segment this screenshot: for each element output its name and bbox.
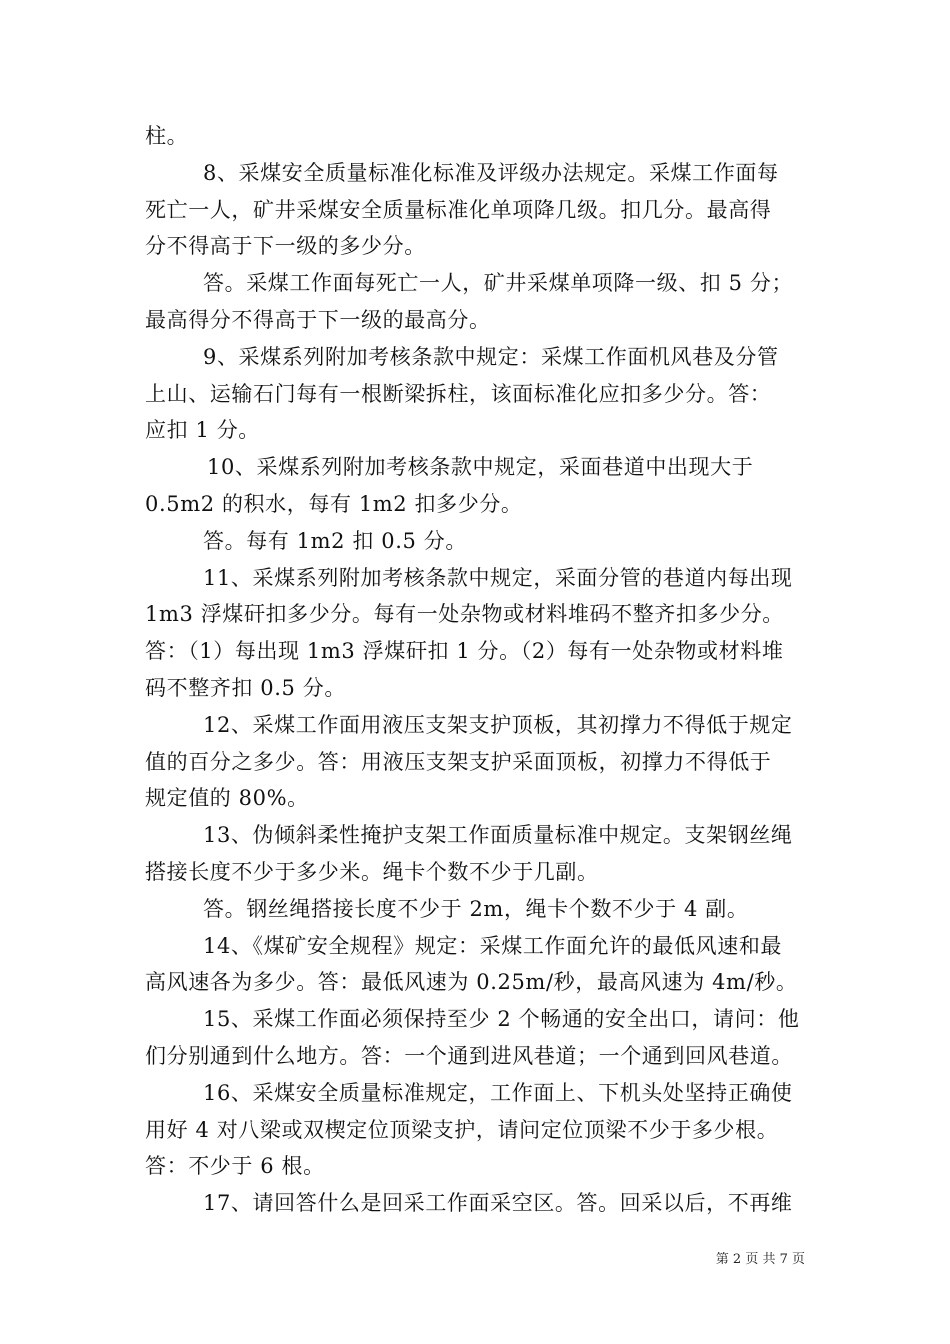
- text-line: 们分别通到什么地方。答：一个通到进风巷道；一个通到回风巷道。: [145, 1043, 793, 1068]
- text-line: 8、采煤安全质量标准化标准及评级办法规定。采煤工作面每: [203, 160, 779, 185]
- text-line: 答。钢丝绳搭接长度不少于 2m，绳卡个数不少于 4 副。: [203, 896, 749, 921]
- text-line: 12、采煤工作面用液压支架支护顶板，其初撑力不得低于规定: [203, 712, 793, 737]
- text-line: 用好 4 对八梁或双楔定位顶梁支护，请问定位顶梁不少于多少根。: [145, 1117, 779, 1142]
- text-line: 13、伪倾斜柔性掩护支架工作面质量标准中规定。支架钢丝绳: [203, 823, 793, 848]
- page-number-footer: 第 2 页 共 7 页: [715, 1252, 805, 1267]
- text-line: 分不得高于下一级的多少分。: [145, 234, 426, 259]
- text-line: 搭接长度不少于多少米。绳卡个数不少于几副。: [145, 859, 599, 884]
- text-line: 0.5m2 的积水，每有 1m2 扣多少分。: [145, 491, 523, 516]
- text-line: 应扣 1 分。: [145, 418, 260, 443]
- text-line: 11、采煤系列附加考核条款中规定，采面分管的巷道内每出现: [203, 565, 793, 590]
- text-line: 高风速各为多少。答：最低风速为 0.25m/秒，最高风速为 4m/秒。: [145, 970, 798, 995]
- text-line: 答。每有 1m2 扣 0.5 分。: [203, 528, 467, 553]
- text-line: 最高得分不得高于下一级的最高分。: [145, 307, 491, 332]
- text-line: 答：（1）每出现 1m3 浮煤矸扣 1 分。（2）每有一处杂物或材料堆: [145, 639, 784, 664]
- text-line: 15、采煤工作面必须保持至少 2 个畅通的安全出口，请问：他: [203, 1007, 800, 1032]
- text-line: 柱。: [145, 124, 189, 148]
- document-body: [145, 118, 807, 1222]
- text-line: 17、请回答什么是回采工作面采空区。答。回采以后，不再维: [203, 1191, 793, 1216]
- text-line: 9、采煤系列附加考核条款中规定：采煤工作面机风巷及分管: [203, 344, 779, 369]
- text-line: 16、采煤安全质量标准规定，工作面上、下机头处坚持正确使: [203, 1080, 793, 1105]
- text-line: 码不整齐扣 0.5 分。: [145, 675, 346, 700]
- text-line: 1m3 浮煤矸扣多少分。每有一处杂物或材料堆码不整齐扣多少分。: [145, 602, 784, 627]
- text-line: 死亡一人，矿井采煤安全质量标准化单项降几级。扣几分。最高得: [145, 197, 772, 222]
- text-line: 答：不少于 6 根。: [145, 1154, 325, 1179]
- text-line: 值的百分之多少。答：用液压支架支护采面顶板，初撑力不得低于: [145, 749, 772, 774]
- text-line: 规定值的 80%。: [145, 786, 309, 811]
- text-line: 答。采煤工作面每死亡一人，矿井采煤单项降一级、扣 5 分；: [203, 271, 794, 296]
- text-line: 10、采煤系列附加考核条款中规定，采面巷道中出现大于: [207, 455, 754, 480]
- text-line: 14、《煤矿安全规程》规定：采煤工作面允许的最低风速和最: [203, 933, 783, 958]
- text-line: 上山、运输石门每有一根断梁拆柱，该面标准化应扣多少分。答：: [145, 381, 772, 406]
